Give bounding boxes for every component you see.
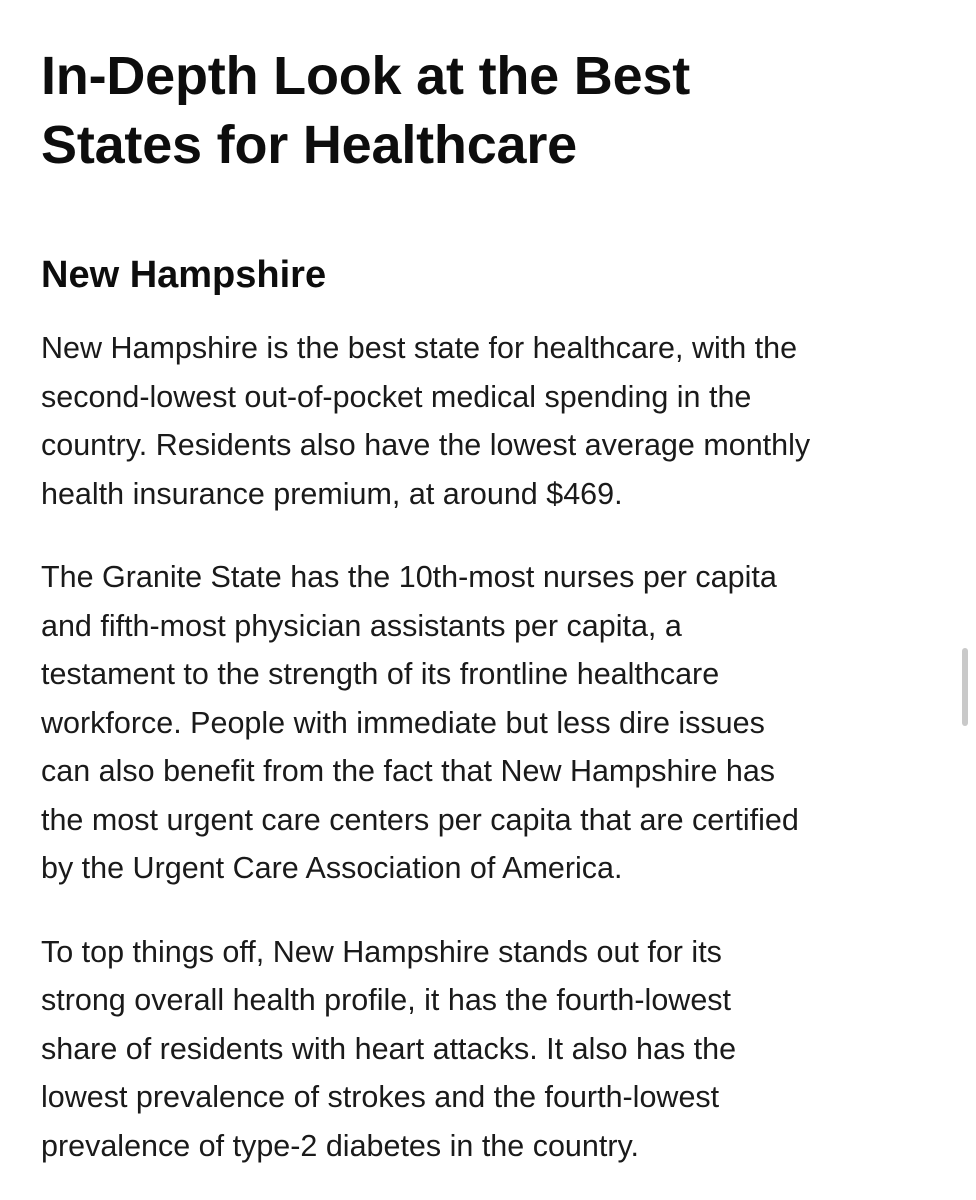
paragraph-line: health insurance premium, at around $469. (41, 476, 623, 511)
paragraph-line: testament to the strength of its frontline healthcare (41, 657, 720, 691)
paragraph-overview (41, 324, 941, 518)
paragraph-workforce (41, 553, 941, 893)
scrollbar-thumb[interactable] (962, 648, 968, 726)
paragraph-line: can also benefit from the fact that New Hampshire has (41, 754, 776, 788)
article (41, 42, 941, 1170)
page-title (41, 42, 941, 180)
section-heading: New Hampshire (41, 254, 327, 296)
paragraph-line: and fifth-most physician assistants per capita, a (41, 608, 682, 643)
paragraph-line: prevalence of type-2 diabetes in the country. (41, 1128, 639, 1163)
paragraph-line: lowest prevalence of strokes and the fourth-lowest (41, 1080, 720, 1114)
title-line: States for Healthcare (41, 115, 578, 175)
title-line: In-Depth Look at the Best (41, 46, 691, 106)
paragraph-line: second-lowest out-of-pocket medical spending in the (41, 379, 752, 414)
paragraph-line: New Hampshire is the best state for healthcare, with the (41, 331, 798, 365)
paragraph-line: country. Residents also have the lowest average monthly (41, 428, 811, 462)
paragraph-line: the most urgent care centers per capita that are certified (41, 802, 799, 837)
paragraph-health-profile (41, 928, 941, 1171)
paragraph-line: The Granite State has the 10th-most nurses per capita (41, 560, 777, 594)
paragraph-line: strong overall health profile, it has the fourth-lowest (41, 983, 732, 1017)
paragraph-line: share of residents with heart attacks. It also has the (41, 1031, 737, 1066)
paragraph-line: by the Urgent Care Association of America. (41, 851, 623, 885)
paragraph-line: To top things off, New Hampshire stands out for its (41, 934, 722, 969)
paragraph-line: workforce. People with immediate but less dire issues (41, 705, 765, 740)
